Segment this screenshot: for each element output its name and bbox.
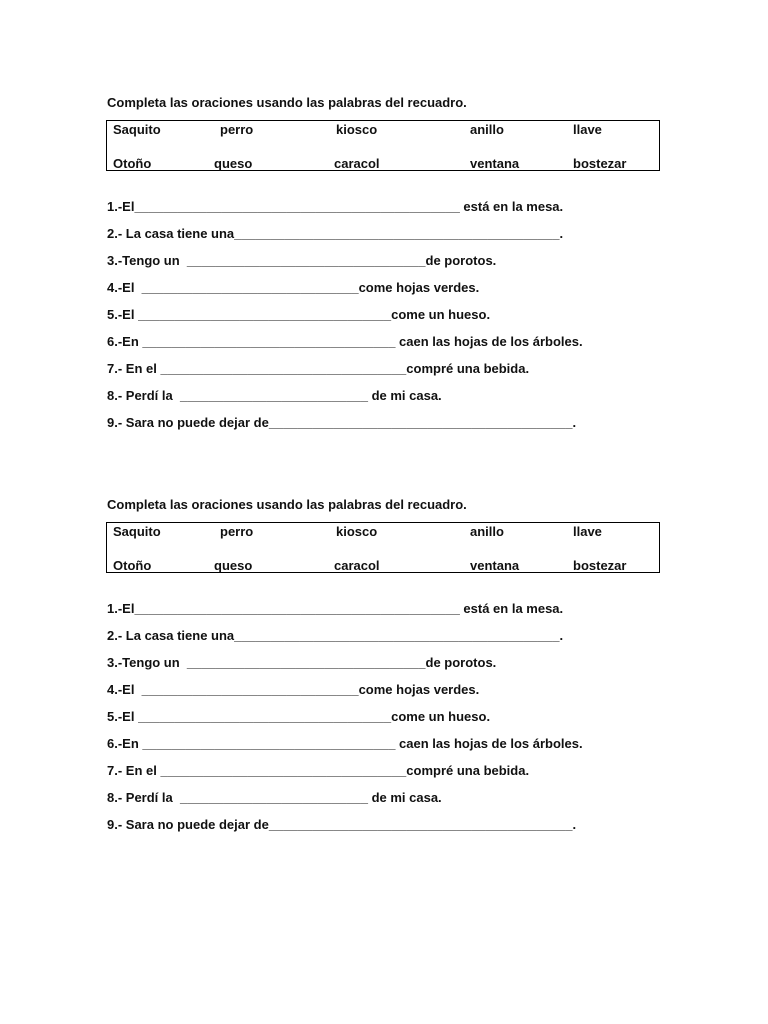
sentence-item: 5.-El ___________________________________come un hueso. (107, 307, 491, 322)
sentence-item: 6.-En ___________________________________ caen las hojas de los árboles. (107, 334, 583, 349)
word-box-word: ventana (470, 156, 520, 171)
sentence-list (107, 198, 667, 441)
word-box-word: Saquito (113, 122, 161, 137)
sentence-item: 1.-El_____________________________________________ está en la mesa. (107, 601, 564, 616)
sentence-item: 2.- La casa tiene una_____________________________________________. (107, 226, 564, 241)
sentence-item: 9.- Sara no puede dejar de__________________________________________. (107, 817, 577, 832)
word-box-word: perro (220, 122, 254, 137)
word-box (106, 120, 660, 171)
instruction-text: Completa las oraciones usando las palabras del recuadro. (107, 497, 467, 512)
word-box-word: anillo (470, 524, 504, 539)
worksheet-1 (107, 94, 667, 441)
word-box-word: Otoño (113, 558, 152, 573)
word-box-word: queso (214, 156, 253, 171)
worksheet-2 (107, 496, 667, 843)
word-box-word: kiosco (336, 122, 378, 137)
sentence-item: 1.-El_____________________________________________ está en la mesa. (107, 199, 564, 214)
sentence-item: 3.-Tengo un _________________________________de porotos. (107, 253, 497, 268)
word-box-word: Otoño (113, 156, 152, 171)
instruction-text: Completa las oraciones usando las palabras del recuadro. (107, 95, 467, 110)
word-box-word: bostezar (573, 156, 627, 171)
sentence-item: 7.- En el __________________________________compré una bebida. (107, 763, 530, 778)
word-box-word: kiosco (336, 524, 378, 539)
sentence-item: 8.- Perdí la __________________________ de mi casa. (107, 790, 442, 805)
sentence-item: 4.-El ______________________________come hojas verdes. (107, 280, 480, 295)
word-box (106, 522, 660, 573)
sentence-list (107, 600, 667, 843)
word-box-word: perro (220, 524, 254, 539)
sentence-item: 6.-En ___________________________________ caen las hojas de los árboles. (107, 736, 583, 751)
sentence-item: 7.- En el __________________________________compré una bebida. (107, 361, 530, 376)
sentence-item: 5.-El ___________________________________come un hueso. (107, 709, 491, 724)
word-box-word: caracol (334, 156, 380, 171)
sentence-item: 8.- Perdí la __________________________ de mi casa. (107, 388, 442, 403)
word-box-word: anillo (470, 122, 504, 137)
word-box-word: caracol (334, 558, 380, 573)
sentence-item: 2.- La casa tiene una_____________________________________________. (107, 628, 564, 643)
sentence-item: 9.- Sara no puede dejar de__________________________________________. (107, 415, 577, 430)
sentence-item: 4.-El ______________________________come hojas verdes. (107, 682, 480, 697)
word-box-word: llave (573, 122, 602, 137)
word-box-word: bostezar (573, 558, 627, 573)
word-box-word: ventana (470, 558, 520, 573)
sentence-item: 3.-Tengo un _________________________________de porotos. (107, 655, 497, 670)
word-box-word: llave (573, 524, 602, 539)
word-box-word: queso (214, 558, 253, 573)
word-box-word: Saquito (113, 524, 161, 539)
